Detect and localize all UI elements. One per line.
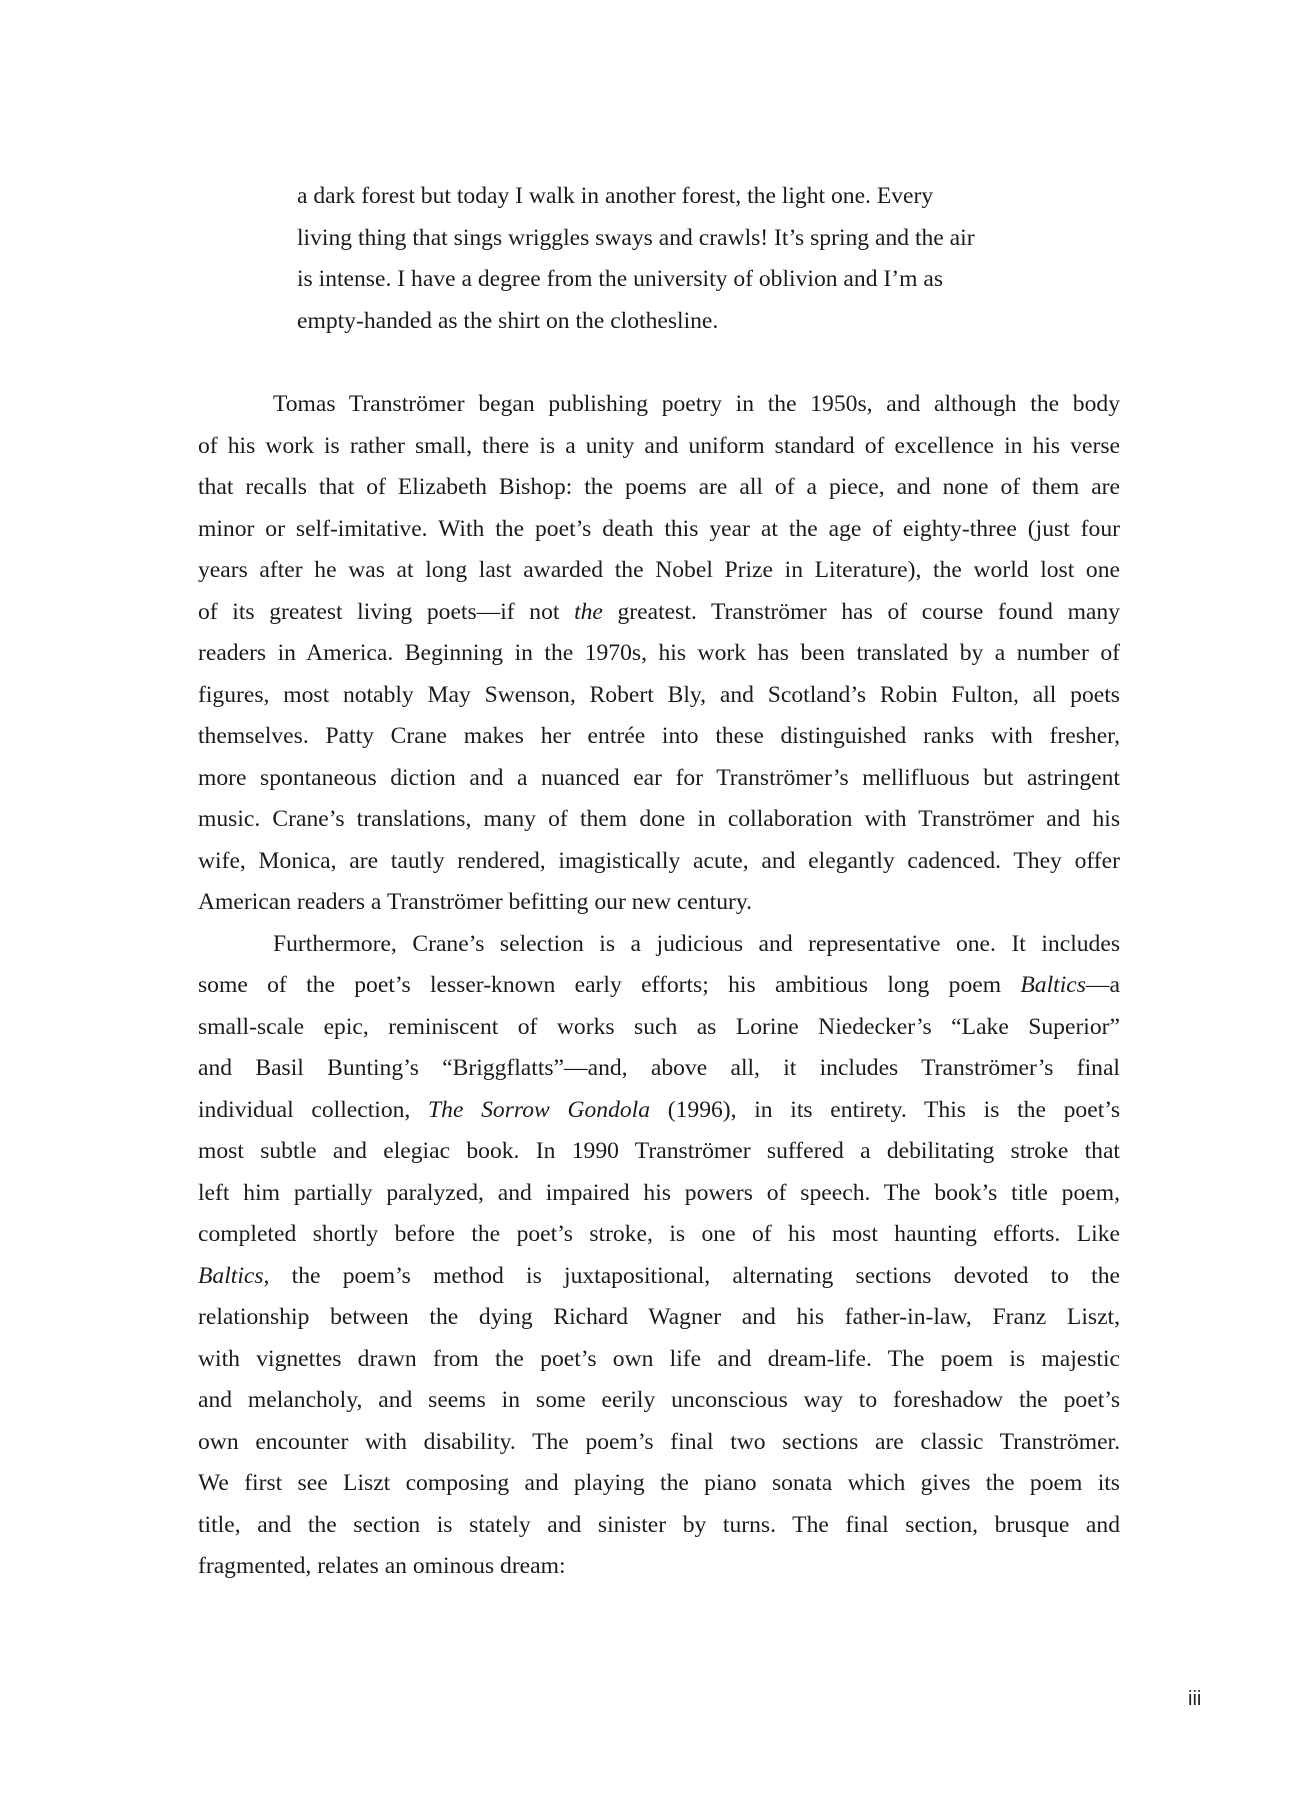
- text-line: [198, 965, 1120, 1007]
- text-line: music. Crane’s translations, many of them done in collaboration with Tranströmer and his: [198, 806, 1120, 832]
- text-line: that recalls that of Elizabeth Bishop: the poems are all of a piece, and none of them are: [198, 474, 1120, 500]
- text-line: American readers a Tranströmer befitting our new century.: [198, 889, 753, 915]
- text-line: and melancholy, and seems in some eerily unconscious way to foreshadow the poet’s: [198, 1387, 1120, 1413]
- text-line: relationship between the dying Richard Wagner and his father-in-law, Franz Liszt,: [198, 1304, 1120, 1330]
- text-segment: , the poem’s method is juxtapositional, alternating sections devoted to the: [263, 1262, 1120, 1289]
- text-line: readers in America. Beginning in the 1970s, his work has been translated by a number of: [198, 640, 1120, 666]
- text-line: [198, 592, 1120, 634]
- text-segment: greatest. Tranströmer has of course found many: [602, 598, 1121, 625]
- text-segment: (1996), in its entirety. This is the poet’s: [650, 1096, 1120, 1123]
- text-line: title, and the section is stately and sinister by turns. The final section, brusque and: [198, 1511, 1120, 1538]
- paragraph-1: [198, 384, 1120, 924]
- italic-title: Baltics: [1020, 972, 1086, 998]
- text-segment: some of the poet’s lesser-known early efforts; his ambitious long poem: [198, 972, 1021, 998]
- italic-emphasis: the: [574, 598, 603, 625]
- italic-title: The Sorrow Gondola: [428, 1096, 651, 1123]
- block-quote: [297, 176, 1025, 342]
- quote-line: is intense. I have a degree from the university of oblivion and I’m as: [297, 266, 944, 292]
- text-line: small-scale epic, reminiscent of works such as Lorine Niedecker’s “Lake Superior”: [198, 1013, 1120, 1040]
- text-line: minor or self-imitative. With the poet’s death this year at the age of eighty-three (just four: [198, 515, 1120, 542]
- text-line: [198, 1256, 1120, 1298]
- text-line: We first see Liszt composing and playing the piano sonata which gives the poem its: [198, 1470, 1120, 1496]
- text-segment: individual collection,: [198, 1096, 429, 1123]
- text-line: more spontaneous diction and a nuanced ear for Tranströmer’s mellifluous but astringent: [198, 764, 1120, 791]
- page-number: iii: [1188, 1688, 1202, 1710]
- text-line: and Basil Bunting’s “Briggflatts”—and, above all, it includes Tranströmer’s final: [198, 1055, 1120, 1081]
- text-line: left him partially paralyzed, and impaired his powers of speech. The book’s title poem,: [198, 1179, 1120, 1206]
- paragraph-2: [198, 924, 1120, 1588]
- italic-title: Baltics: [198, 1262, 264, 1289]
- text-line: [198, 1090, 1120, 1132]
- text-line: Tomas Tranströmer began publishing poetry in the 1950s, and although the body: [273, 391, 1120, 417]
- text-line: figures, most notably May Swenson, Robert Bly, and Scotland’s Robin Fulton, all poets: [198, 681, 1120, 708]
- text-line: with vignettes drawn from the poet’s own life and dream-life. The poem is majestic: [198, 1345, 1120, 1372]
- text-line: years after he was at long last awarded the Nobel Prize in Literature), the world lost one: [198, 557, 1120, 583]
- text-line: of his work is rather small, there is a unity and uniform standard of excellence in his verse: [198, 432, 1120, 459]
- quote-line: living thing that sings wriggles sways and crawls! It’s spring and the air: [297, 224, 975, 251]
- text-line: Furthermore, Crane’s selection is a judicious and representative one. It includes: [273, 930, 1120, 957]
- text-line: wife, Monica, are tautly rendered, imagistically acute, and elegantly cadenced. They offer: [198, 847, 1120, 874]
- body-text: [198, 384, 1120, 1588]
- text-line: most subtle and elegiac book. In 1990 Tranströmer suffered a debilitating stroke that: [198, 1138, 1120, 1164]
- quote-line: empty-handed as the shirt on the clothesline.: [297, 307, 719, 334]
- text-segment: —a: [1085, 972, 1120, 998]
- text-segment: of its greatest living poets—if not: [198, 598, 575, 625]
- quote-line: a dark forest but today I walk in another forest, the light one. Every: [297, 183, 934, 209]
- text-line: own encounter with disability. The poem’s final two sections are classic Tranströmer.: [198, 1428, 1120, 1455]
- text-line: themselves. Patty Crane makes her entrée into these distinguished ranks with fresher,: [198, 723, 1120, 749]
- text-line: completed shortly before the poet’s stroke, is one of his most haunting efforts. Like: [198, 1221, 1120, 1247]
- text-line: fragmented, relates an ominous dream:: [198, 1553, 566, 1579]
